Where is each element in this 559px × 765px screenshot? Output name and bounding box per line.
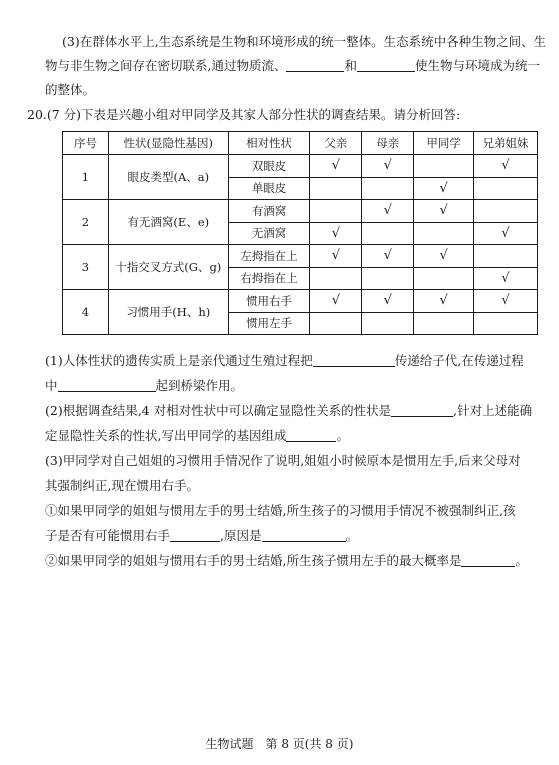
cell-self xyxy=(414,245,474,268)
cell-father xyxy=(310,245,362,268)
cell-self xyxy=(414,312,474,335)
table-row xyxy=(63,155,538,178)
q20-text: 起到桥梁作用。 xyxy=(155,378,244,393)
column-header: 甲同学 xyxy=(414,132,474,155)
page-footer: 生物试题 第 8 页(共 8 页) xyxy=(205,737,354,751)
q20-text: ②如果甲同学的姐姐与惯用右手的男士结婚,所生孩子惯用左手的最大概率是 xyxy=(45,553,462,568)
q20-p3-line2: 其强制纠正,现在惯用右手。 xyxy=(45,478,199,493)
q20-p2-line2 xyxy=(45,427,349,445)
cell-sibling xyxy=(474,222,538,245)
q20-text: 。 xyxy=(336,428,349,443)
column-header: 相对性状 xyxy=(228,132,310,155)
column-header: 序号 xyxy=(63,132,109,155)
q20-p1-line1 xyxy=(45,352,524,370)
q19-part3-line1: (3)在群体水平上,生态系统是生物和环境形成的统一整体。生态系统中各种生物之间、生 xyxy=(62,34,547,49)
check-mark-icon: √ xyxy=(439,180,448,196)
q20-c1-line1: ①如果甲同学的姐姐与惯用左手的男士结婚,所生孩子的习惯用手情况不被强制纠正,孩 xyxy=(45,503,516,518)
q20-header: 20.(7 分)下表是兴趣小组对甲同学及其家人部分性状的调查结果。请分析回答: xyxy=(27,107,461,122)
q20-text: (1)人体性状的遗传实质上是亲代通过生殖过程把 xyxy=(45,353,313,368)
variant-name: 左拇指在上 xyxy=(228,245,310,268)
check-mark-icon: √ xyxy=(331,248,341,264)
column-header: 兄弟姐妹 xyxy=(474,132,538,155)
answer-blank[interactable] xyxy=(391,403,453,417)
answer-blank[interactable] xyxy=(262,528,346,542)
cell-father xyxy=(310,222,362,245)
check-mark-icon: √ xyxy=(501,158,510,174)
trait-name: 有无酒窝(E、e) xyxy=(108,200,228,245)
q19-text: 和 xyxy=(344,58,357,73)
cell-sibling xyxy=(474,267,538,290)
check-mark-icon: √ xyxy=(439,203,448,219)
cell-mother xyxy=(362,155,414,178)
q20-p1-line2 xyxy=(45,377,243,395)
cell-mother xyxy=(362,177,414,200)
cell-sibling xyxy=(474,177,538,200)
cell-sibling xyxy=(474,312,538,335)
q20-text: 。 xyxy=(515,553,528,568)
check-mark-icon: √ xyxy=(501,293,510,309)
cell-mother xyxy=(362,245,414,268)
variant-name: 无酒窝 xyxy=(228,222,310,245)
cell-father xyxy=(310,155,362,178)
trait-name: 十指交叉方式(G、g) xyxy=(108,245,228,290)
cell-father xyxy=(310,267,362,290)
q20-text: ,原因是 xyxy=(220,528,262,543)
q20-p3-line1: (3)甲同学对自己姐姐的习惯用手情况作了说明,姐姐小时候原本是惯用左手,后来父母对 xyxy=(45,453,521,468)
column-header: 性状(显隐性基因) xyxy=(108,132,228,155)
cell-sibling xyxy=(474,290,538,313)
variant-name: 惯用左手 xyxy=(228,312,310,335)
answer-blank[interactable] xyxy=(461,553,515,567)
cell-self xyxy=(414,290,474,313)
cell-father xyxy=(310,177,362,200)
answer-blank[interactable] xyxy=(357,58,415,72)
check-mark-icon: √ xyxy=(501,225,510,241)
q19-part3-line3: 的整体。 xyxy=(45,82,96,97)
cell-sibling xyxy=(474,200,538,223)
column-header: 父亲 xyxy=(310,132,362,155)
check-mark-icon: √ xyxy=(331,293,341,309)
cell-mother xyxy=(362,290,414,313)
check-mark-icon: √ xyxy=(331,158,341,174)
cell-mother xyxy=(362,222,414,245)
check-mark-icon: √ xyxy=(331,225,341,241)
check-mark-icon: √ xyxy=(501,270,510,286)
variant-name: 惯用右手 xyxy=(228,290,310,313)
cell-sibling xyxy=(474,245,538,268)
row-number: 4 xyxy=(63,290,109,335)
table-row xyxy=(63,200,538,223)
row-number: 2 xyxy=(63,200,109,245)
check-mark-icon: √ xyxy=(383,203,392,219)
table-row xyxy=(63,245,538,268)
cell-mother xyxy=(362,200,414,223)
q19-part3-line2 xyxy=(45,57,540,75)
variant-name: 双眼皮 xyxy=(228,155,310,178)
answer-blank[interactable] xyxy=(313,353,395,367)
q20-text: 中 xyxy=(45,378,58,393)
survey-table xyxy=(62,131,538,335)
q20-text: 定显隐性关系的性状,写出甲同学的基因组成 xyxy=(45,428,287,443)
row-number: 1 xyxy=(63,155,109,200)
cell-self xyxy=(414,200,474,223)
cell-mother xyxy=(362,267,414,290)
cell-mother xyxy=(362,312,414,335)
check-mark-icon: √ xyxy=(383,158,392,174)
q20-p2-line1 xyxy=(45,402,532,420)
cell-sibling xyxy=(474,155,538,178)
q20-text: 子是否有可能惯用右手 xyxy=(45,528,171,543)
trait-name: 习惯用手(H、h) xyxy=(108,290,228,335)
answer-blank[interactable] xyxy=(286,428,336,442)
q20-text: 传递给子代,在传递过程 xyxy=(394,353,524,368)
cell-self xyxy=(414,177,474,200)
answer-blank[interactable] xyxy=(286,58,344,72)
q20-text: ,针对上述能确 xyxy=(453,403,533,418)
q20-c1-line2 xyxy=(45,527,358,545)
cell-self xyxy=(414,222,474,245)
q20-text: 。 xyxy=(345,528,359,543)
cell-self xyxy=(414,155,474,178)
answer-blank[interactable] xyxy=(58,378,156,392)
variant-name: 右拇指在上 xyxy=(228,267,310,290)
cell-father xyxy=(310,290,362,313)
trait-name: 眼皮类型(A、a) xyxy=(108,155,228,200)
q20-text: (2)根据调查结果,4 对相对性状中可以确定显隐性关系的性状是 xyxy=(45,403,392,418)
cell-self xyxy=(414,267,474,290)
cell-father xyxy=(310,312,362,335)
q20-c2-line xyxy=(45,552,528,570)
variant-name: 有酒窝 xyxy=(228,200,310,223)
q19-text: 物与非生物之间存在密切联系,通过物质流、 xyxy=(45,58,287,73)
row-number: 3 xyxy=(63,245,109,290)
answer-blank[interactable] xyxy=(170,528,220,542)
cell-father xyxy=(310,200,362,223)
variant-name: 单眼皮 xyxy=(228,177,310,200)
table-header-row xyxy=(63,132,538,155)
table-row xyxy=(63,290,538,313)
q19-text: 使生物与环境成为统一 xyxy=(415,58,541,73)
column-header: 母亲 xyxy=(362,132,414,155)
check-mark-icon: √ xyxy=(383,293,392,309)
check-mark-icon: √ xyxy=(383,248,392,264)
check-mark-icon: √ xyxy=(439,248,448,264)
check-mark-icon: √ xyxy=(439,293,448,309)
